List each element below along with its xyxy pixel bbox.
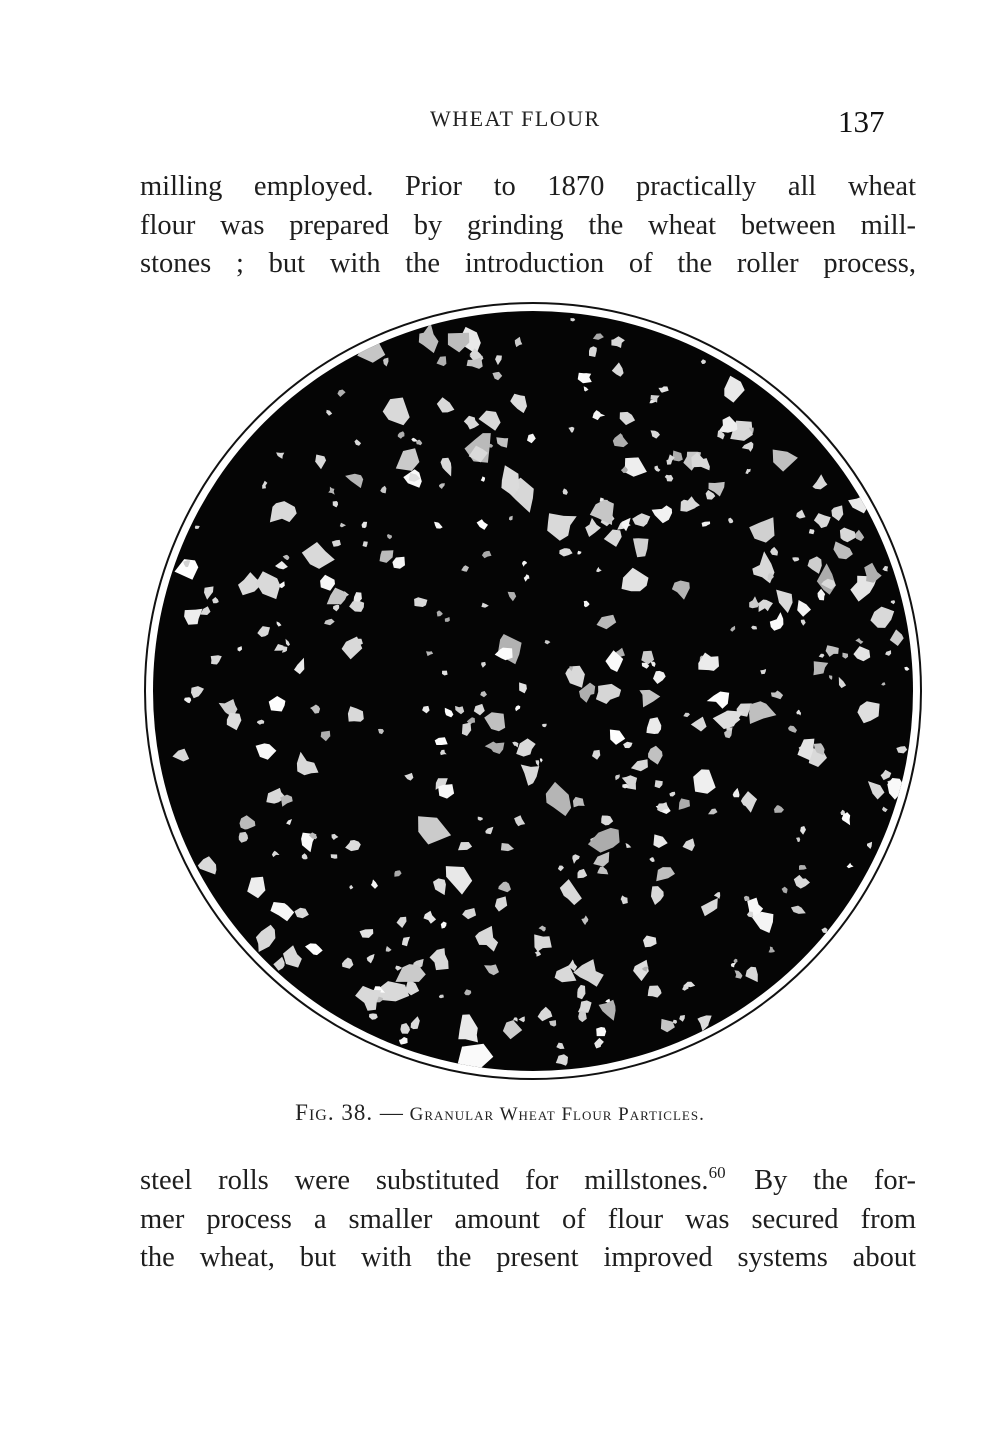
text-line: stones ; but with the introduction of the roller process, bbox=[140, 248, 916, 279]
caption-text: Granular Wheat Flour Particles. bbox=[409, 1104, 705, 1125]
text-line: flour was prepared by grinding the wheat between mill- bbox=[140, 209, 916, 241]
text-line: milling employed. Prior to 1870 practically all wheat bbox=[140, 171, 916, 202]
figure-micrograph bbox=[140, 300, 930, 1090]
running-title: WHEAT FLOUR bbox=[430, 106, 601, 131]
text-run: steel rolls were substituted for millstones. bbox=[140, 1165, 709, 1196]
paragraph-top bbox=[140, 168, 916, 284]
text-run: By the for- bbox=[754, 1165, 916, 1196]
text-line-first bbox=[140, 1162, 916, 1201]
micrograph-image bbox=[140, 300, 930, 1090]
paragraph-bottom bbox=[140, 1162, 916, 1278]
text-line: the wheat, but with the present improved systems about bbox=[140, 1242, 916, 1273]
text-line: mer process a smaller amount of flour was secured from bbox=[140, 1203, 916, 1235]
flour-particle bbox=[596, 1027, 606, 1036]
figure-caption bbox=[0, 1100, 1000, 1126]
caption-label: Fig. 38. — bbox=[295, 1100, 404, 1125]
page-number: 137 bbox=[838, 104, 885, 139]
footnote-marker[interactable]: 60 bbox=[708, 1163, 726, 1182]
running-head bbox=[0, 104, 1000, 140]
